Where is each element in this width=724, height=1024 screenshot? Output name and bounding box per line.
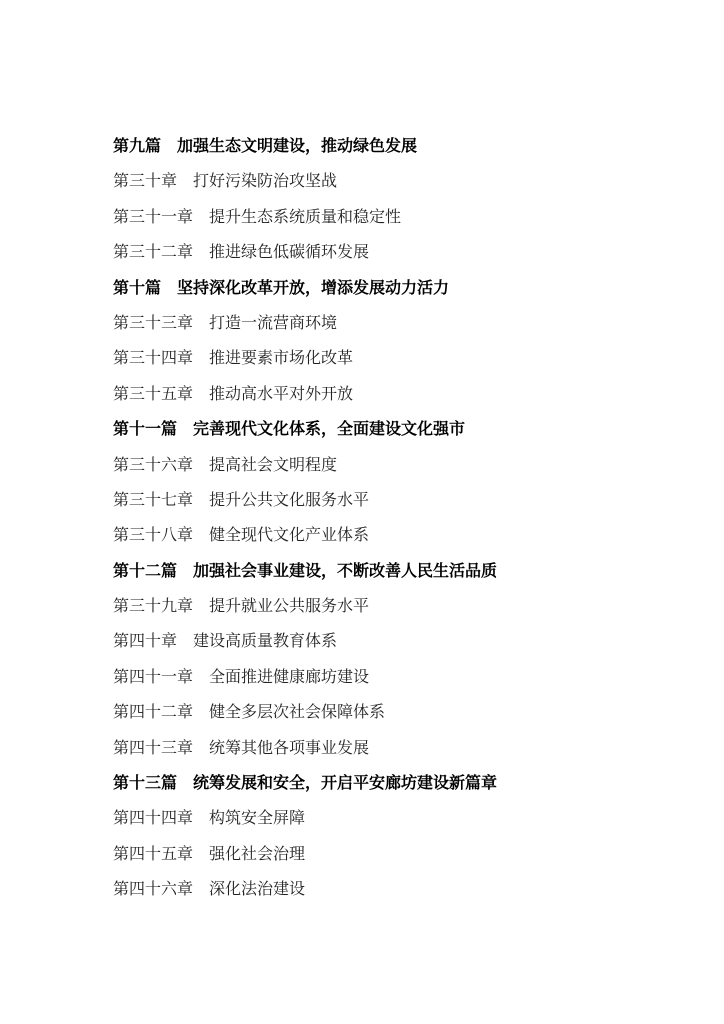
toc-chapter — [113, 447, 703, 482]
toc-chapter — [113, 376, 703, 411]
toc-chapter — [113, 517, 703, 552]
toc-number: 第三十六章 — [113, 454, 194, 474]
toc-number: 第三十五章 — [113, 383, 194, 403]
toc-title: 打造一流营商环境 — [209, 312, 338, 332]
toc-title: 打好污染防治攻坚战 — [193, 171, 338, 191]
toc-title: 完善现代文化体系，全面建设文化强市 — [193, 419, 466, 439]
toc-number: 第三十九章 — [113, 596, 194, 616]
toc-chapter — [113, 871, 703, 906]
toc-title: 健全多层次社会保障体系 — [209, 702, 386, 722]
toc-number: 第四十二章 — [113, 702, 194, 722]
toc-number: 第四十一章 — [113, 666, 194, 686]
toc-chapter — [113, 588, 703, 623]
toc-number: 第四十三章 — [113, 737, 194, 757]
toc-chapter — [113, 694, 703, 729]
toc-number: 第十二篇 — [113, 560, 178, 580]
toc-title: 深化法治建设 — [209, 879, 306, 899]
toc-number: 第四十六章 — [113, 879, 194, 899]
toc-title: 提升公共文化服务水平 — [209, 489, 370, 509]
toc-part — [113, 270, 703, 305]
toc-number: 第十一篇 — [113, 419, 178, 439]
toc-title: 推动高水平对外开放 — [209, 383, 354, 403]
toc-title: 推进要素市场化改革 — [209, 348, 354, 368]
toc-title: 强化社会治理 — [209, 843, 306, 863]
toc-title: 全面推进健康廊坊建设 — [209, 666, 370, 686]
toc-number: 第三十三章 — [113, 312, 194, 332]
toc-chapter — [113, 659, 703, 694]
toc-chapter — [113, 623, 703, 658]
toc-number: 第四十五章 — [113, 843, 194, 863]
toc-title: 建设高质量教育体系 — [193, 631, 338, 651]
toc-title: 提升就业公共服务水平 — [209, 596, 370, 616]
toc-title: 坚持深化改革开放，增添发展动力活力 — [177, 277, 450, 297]
toc-title: 构筑安全屏障 — [209, 808, 306, 828]
toc-title: 统筹其他各项事业发展 — [209, 737, 370, 757]
toc-chapter — [113, 836, 703, 871]
toc-part — [113, 128, 703, 163]
toc-title: 提升生态系统质量和稳定性 — [209, 206, 402, 226]
toc-part — [113, 765, 703, 800]
toc-chapter — [113, 800, 703, 835]
toc-title: 提高社会文明程度 — [209, 454, 338, 474]
toc-chapter — [113, 305, 703, 340]
toc-title: 健全现代文化产业体系 — [209, 525, 370, 545]
toc-title: 加强生态文明建设，推动绿色发展 — [177, 136, 418, 155]
toc-title: 统筹发展和安全，开启平安廊坊建设新篇章 — [193, 773, 498, 793]
toc-part — [113, 411, 703, 446]
toc-number: 第三十章 — [113, 171, 178, 191]
toc-number: 第九篇 — [113, 136, 162, 155]
toc-chapter — [113, 340, 703, 375]
toc-title: 加强社会事业建设，不断改善人民生活品质 — [193, 560, 498, 580]
toc-chapter — [113, 199, 703, 234]
toc-number: 第四十章 — [113, 631, 178, 651]
toc-title: 推进绿色低碳循环发展 — [209, 242, 370, 262]
toc-number: 第三十四章 — [113, 348, 194, 368]
toc-chapter — [113, 163, 703, 198]
table-of-contents — [113, 128, 703, 907]
toc-number: 第三十二章 — [113, 242, 194, 262]
toc-chapter — [113, 730, 703, 765]
toc-number: 第三十一章 — [113, 206, 194, 226]
toc-part — [113, 553, 703, 588]
toc-chapter — [113, 482, 703, 517]
toc-number: 第四十四章 — [113, 808, 194, 828]
toc-chapter — [113, 234, 703, 269]
toc-number: 第三十八章 — [113, 525, 194, 545]
toc-number: 第三十七章 — [113, 489, 194, 509]
toc-number: 第十三篇 — [113, 773, 178, 793]
toc-number: 第十篇 — [113, 277, 162, 297]
